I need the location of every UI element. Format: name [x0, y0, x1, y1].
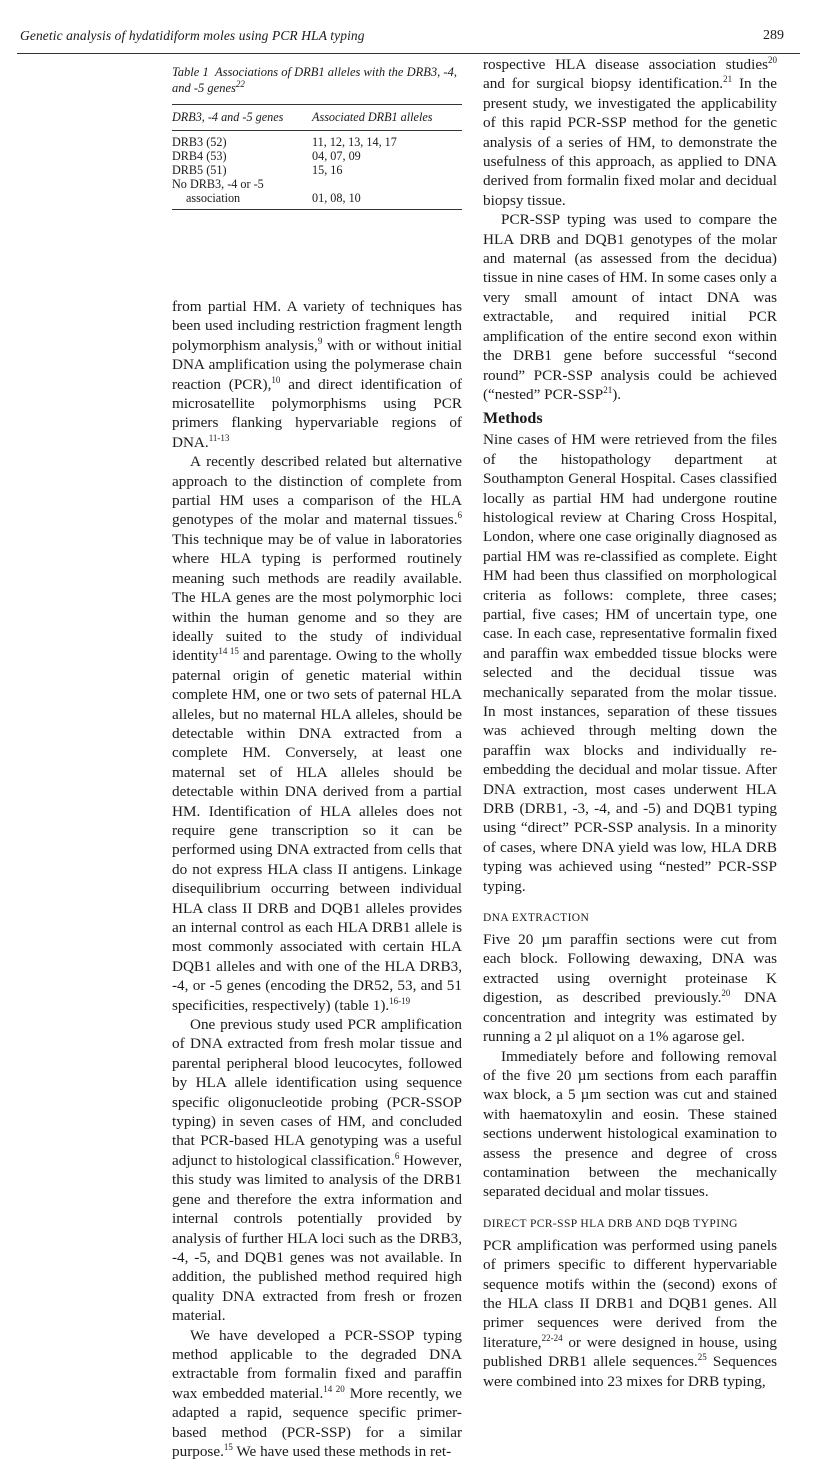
table-1 — [172, 64, 462, 210]
paragraph — [172, 1326, 462, 1461]
text-run: DNA concentration and integrity was estimated by running a 2 µl aliquot on a 1% agarose gel. — [483, 989, 777, 1046]
text-run: PCR amplification was performed using panels of primers specific to different hypervariable sequence motifs within the (second) exons of the HLA class II DRB1 and DQB1 genes. All primer sequences were derived from the literature, — [483, 1236, 777, 1351]
table-cell-alleles — [312, 177, 462, 191]
table-caption-text: Associations of DRB1 alleles with the DRB3, -4, and -5 genes — [172, 65, 457, 95]
table-row — [172, 191, 462, 210]
text-run: and direct identification of microsatellite polymorphisms using PCR primers flanking hypervariable regions of DNA. — [172, 375, 463, 451]
citation: 10 — [271, 374, 281, 385]
text-run: However, this study was limited to analysis of the DRB1 gene and therefore the extra information and internal controls potentially provided by analysis of further HLA loci such as the DRB3, -4, -5, and DQB1 genes was not available. In addition, the published method required high quality DNA extracted from fresh or frozen material. — [172, 1151, 462, 1325]
table-row — [172, 163, 462, 177]
table-cell-alleles: 04, 07, 09 — [312, 149, 361, 163]
running-head: Genetic analysis of hydatidiform moles using PCR HLA typing — [20, 28, 365, 43]
table-caption — [172, 64, 462, 96]
citation: 21 — [723, 74, 733, 85]
table-row — [172, 131, 462, 150]
paragraph — [172, 452, 462, 1015]
text-run: We have used these methods in ret- — [232, 1442, 452, 1460]
text-run: ). — [612, 385, 622, 403]
paragraph — [172, 1015, 462, 1326]
text-run: PCR-SSP typing was used to compare the HLA DRB and DQB1 genotypes of the molar and maternal (as assessed from the decidua) tissue in nine cases of HM. In some cases only a very small amount of intact DNA was extractable, and required initial PCR amplification of the entire second exon within the DRB1 gene before successful “second round” PCR-SSP analysis could be achieved (“nested” PCR-SSP — [483, 211, 777, 403]
citation: 11-13 — [208, 432, 230, 443]
text-run: Sequences were combined into 23 mixes for DRB typing, — [483, 1353, 777, 1390]
table-row — [172, 177, 462, 191]
table-cell-gene-indent: association — [186, 191, 241, 205]
section-heading-methods: Methods — [483, 410, 543, 428]
page-header — [0, 20, 816, 50]
table-row — [172, 149, 462, 163]
text-run: In the present study, we investigated the applicability of this rapid PCR-SSP method for the genetic analysis of a series of HM, to demonstrate the usefulness of this approach, as applied to DNA derived from formalin fixed molar and decidual biopsy tissue. — [483, 75, 777, 209]
text-run: We have developed a PCR-SSOP typing method applicable to the degraded DNA extractable from formalin fixed and paraffin wax embedded material. — [172, 1326, 462, 1402]
text-run: One previous study used PCR amplification of DNA extracted from fresh molar tissue and parental peripheral blood leucocytes, followed by HLA allele identification using sequence specific oligonucleotide probing (PCR-SSOP typing) in seven cases of HM, and concluded that PCR-based HLA genotyping was a useful adjunct to histological classification. — [172, 1016, 462, 1169]
header-rule — [17, 53, 800, 54]
table-cell-gene: No DRB3, -4 or -5 — [172, 177, 264, 191]
text-run: Five 20 µm paraffin sections were cut from each block. Following dewaxing, DNA was extracted using overnight proteinase K digestion, as described previously. — [483, 931, 777, 1007]
table-header-genes: DRB3, -4 and -5 genes — [172, 105, 312, 131]
table-caption-number: Table 1 — [172, 65, 209, 79]
text-run: This technique may be of value in laboratories where HLA typing is performed routinely meaning such methods are readily available. The HLA genes are the most polymorphic loci within the human genome and so they are ideally suited to the study of individual identity — [172, 530, 462, 665]
paragraph: Nine cases of HM were retrieved from the files of the histopathology department at Southampton General Hospital. Cases classified locally as partial HM had undergone routine histological review at Charing Cross Hospital, London, where one case originally diagnosed as partial HM was re-classified as complete. Eight HM had been thus classified on morphological criteria as follows: complete, three cases; partial, five cases; HM of uncertain type, one case. In each case, representative formalin fixed and paraffin wax embedded tissue blocks were selected and the decidual tissue was mechanically separated from the molar tissue. In most instances, separation of these tissues was achieved through melting down the paraffin wax blocks and individually re-embedding the decidual and molar tissue. After DNA extraction, most cases underwent HLA DRB (DRB1, -3, -4, and -5) and DQB1 typing using “direct” PCR-SSP analysis. In a minority of cases, where DNA yield was low, HLA DRB typing was achieved using “nested” PCR-SSP typing. — [483, 431, 777, 895]
table-cell-gene-cont — [172, 191, 312, 210]
table-header-alleles: Associated DRB1 alleles — [312, 105, 462, 131]
text-run: with or without initial DNA amplification using the polymerase chain reaction (PCR), — [172, 336, 462, 393]
citation: 6 — [394, 1150, 400, 1161]
citation: 22-24 — [541, 1332, 563, 1343]
citation: 15 — [223, 1441, 233, 1452]
table-caption-ref: 22 — [235, 78, 245, 89]
table-cell-alleles: 11, 12, 13, 14, 17 — [312, 135, 397, 149]
citation: 6 — [457, 510, 462, 521]
citation: 20 — [768, 54, 777, 65]
table-cell-alleles: 15, 16 — [312, 163, 343, 177]
citation: 25 — [697, 1352, 707, 1363]
text-run: rospective HLA disease association studies — [483, 56, 768, 73]
subsection-heading-dna-extraction: DNA EXTRACTION — [483, 912, 590, 925]
table-cell-gene: DRB3 (52) — [172, 135, 227, 149]
citation: 16-19 — [389, 995, 411, 1006]
page-number: 289 — [763, 28, 784, 43]
table-cell-gene: DRB4 (53) — [172, 149, 227, 163]
citation: 20 — [721, 988, 731, 999]
paragraph — [483, 1236, 777, 1391]
text-run: and parentage. Owing to the wholly paternal origin of genetic material within complete HM, one or two sets of paternal HLA alleles, but no maternal HLA alleles, should be detectable within DNA extracted from a complete HM. Conversely, at least one maternal set of HLA alleles should be detectable within DNA derived from a partial HM. Identification of HLA alleles does not require gene transcription so it can be performed using DNA extracted from cells that do not express HLA class II antigens. Linkage disequilibrium occurring between individual HLA class II DRB and DQB1 alleles provides an internal control as each HLA DRB1 allele is most commonly associated with certain HLA DQB1 alleles and with one of the HLA DRB3, -4, or -5 genes (encoding the DR52, 53, and 51 specificities, respectively) (table 1). — [172, 647, 462, 1014]
citation: 14 20 — [323, 1383, 345, 1394]
paragraph — [483, 55, 777, 210]
text-run: A recently described related but alternative approach to the distinction of complete from partial HM uses a comparison of the HLA genotypes of the molar and maternal tissues. — [172, 453, 462, 529]
table-header-row — [172, 105, 462, 131]
text-run: and for surgical biopsy identification. — [483, 75, 724, 93]
text-run: or were designed in house, using published DRB1 allele sequences. — [483, 1333, 777, 1371]
table-cell-alleles: 01, 08, 10 — [312, 191, 462, 210]
paragraph — [483, 210, 777, 404]
paragraph — [483, 930, 777, 1046]
table-cell-gene: DRB5 (51) — [172, 163, 227, 177]
citation: 21 — [603, 384, 613, 395]
paragraph — [172, 297, 462, 452]
text-run: More recently, we adapted a rapid, sequence specific primer-based method (PCR-SSP) for a similar purpose. — [172, 1384, 463, 1460]
citation: 14 15 — [218, 646, 239, 657]
text-run: from partial HM. A variety of techniques has been used including restriction fragment length polymorphism analysis, — [172, 298, 462, 354]
right-column — [483, 55, 777, 1391]
table-grid — [172, 104, 462, 210]
citation: 9 — [317, 335, 323, 346]
paragraph: Immediately before and following removal of the five 20 µm sections from each paraffin wax block, a 5 µm section was cut and stained with haematoxylin and eosin. These stained sections underwent histological examination to assess the presence and degree of cross contamination between the mechanically separated decidual and molar tissues. — [483, 1047, 777, 1201]
left-column — [172, 297, 462, 1461]
subsection-heading-pcr-ssp: DIRECT PCR-SSP HLA DRB AND DQB TYPING — [483, 1217, 738, 1230]
